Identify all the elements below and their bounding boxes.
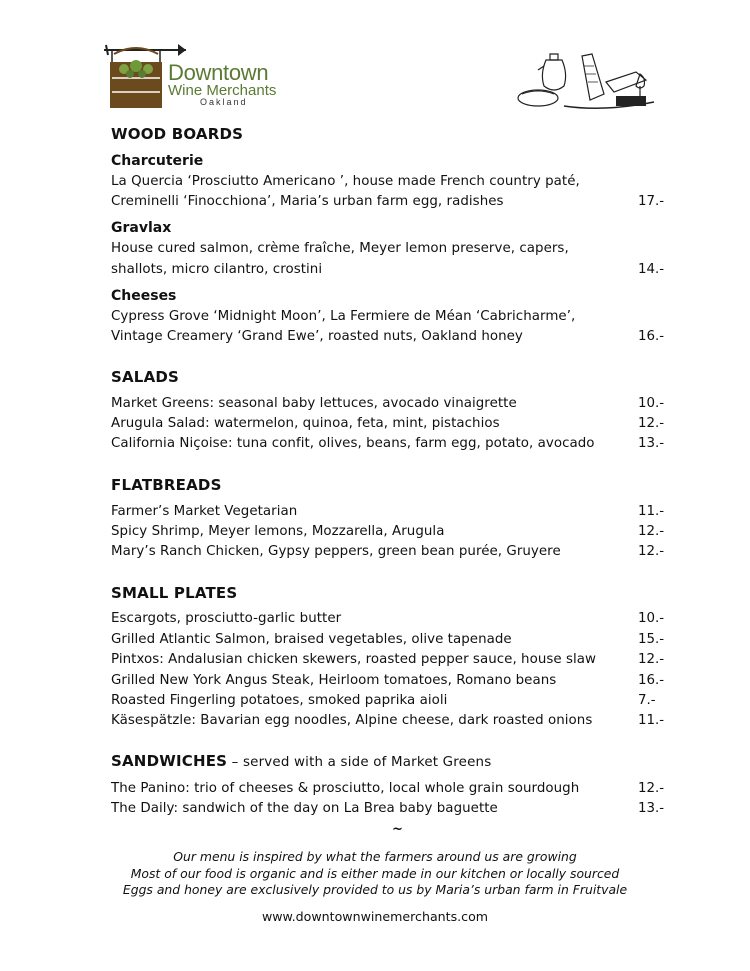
logo-name-line1: Downtown [168, 60, 269, 85]
website-link[interactable]: www.downtownwinemerchants.com [261, 909, 489, 924]
sandwiches-title-text: SANDWICHES [111, 752, 228, 770]
item-desc-line: Vintage Creamery ‘Grand Ewe’, roasted nuts, Oakland honey [111, 329, 523, 344]
item-name-gravlax: Gravlax [111, 220, 172, 236]
item-price: 13.- [638, 801, 665, 816]
item-price: 16.- [638, 329, 665, 344]
item-name-charcuterie: Charcuterie [111, 153, 204, 169]
footer-line: Eggs and honey are exclusively provided to us by Maria’s urban farm in Fruitvale [122, 882, 628, 897]
item-price: 7.- [638, 693, 656, 708]
item-price: 16.- [638, 673, 665, 688]
item-price: 12.- [638, 781, 665, 796]
item-price: 17.- [638, 194, 665, 209]
item-price: 10.- [638, 611, 665, 626]
item-price: 12.- [638, 524, 665, 539]
section-title-small-plates: SMALL PLATES [111, 584, 238, 602]
section-title-sandwiches [111, 752, 491, 770]
section-title-wood-boards: WOOD BOARDS [111, 125, 244, 143]
section-title-salads: SALADS [111, 368, 180, 386]
item-desc-line: Cypress Grove ‘Midnight Moon’, La Fermiere de Méan ‘Cabricharme’, [111, 309, 576, 324]
logo-city: Oakland [200, 97, 248, 107]
menu-item-text: Mary’s Ranch Chicken, Gypsy peppers, green bean purée, Gruyere [111, 544, 561, 559]
item-price: 14.- [638, 262, 665, 277]
footer-line: Most of our food is organic and is either made in our kitchen or locally sourced [130, 866, 620, 881]
section-title-flatbreads: FLATBREADS [111, 476, 222, 494]
menu-item-text: California Niçoise: tuna confit, olives, beans, farm egg, potato, avocado [111, 436, 595, 451]
menu-item-text: The Daily: sandwich of the day on La Brea baby baguette [111, 801, 498, 816]
menu-item-text: Grilled Atlantic Salmon, braised vegetables, olive tapenade [111, 632, 512, 647]
footer-line: Our menu is inspired by what the farmers around us are growing [173, 849, 577, 864]
menu-item-text: Farmer’s Market Vegetarian [111, 504, 298, 519]
menu-item-text: The Panino: trio of cheeses & prosciutto, local whole grain sourdough [111, 781, 580, 796]
sandwiches-note: – served with a side of Market Greens [227, 755, 492, 770]
item-price: 15.- [638, 632, 665, 647]
item-desc-line: House cured salmon, crème fraîche, Meyer lemon preserve, capers, [111, 241, 569, 256]
item-price: 10.- [638, 396, 665, 411]
menu-item-text: Roasted Fingerling potatoes, smoked paprika aioli [111, 693, 448, 708]
item-price: 11.- [638, 504, 665, 519]
menu-item-text: Spicy Shrimp, Meyer lemons, Mozzarella, Arugula [111, 524, 445, 539]
item-price: 12.- [638, 652, 665, 667]
separator-tilde: ~ [392, 822, 403, 837]
item-price: 13.- [638, 436, 665, 451]
item-price: 12.- [638, 544, 665, 559]
menu-item-text: Käsespätzle: Bavarian egg noodles, Alpine cheese, dark roasted onions [111, 713, 593, 728]
menu-item-text: Pintxos: Andalusian chicken skewers, roasted pepper sauce, house slaw [111, 652, 597, 667]
menu-item-text: Escargots, prosciutto-garlic butter [111, 611, 342, 626]
item-name-cheeses: Cheeses [111, 288, 177, 304]
item-desc-line: La Quercia ‘Prosciutto Americano ’, house made French country paté, [111, 174, 580, 189]
menu-item-text: Market Greens: seasonal baby lettuces, avocado vinaigrette [111, 396, 517, 411]
item-desc-line: Creminelli ‘Finocchiona’, Maria’s urban farm egg, radishes [111, 194, 504, 209]
item-desc-line: shallots, micro cilantro, crostini [111, 262, 323, 277]
menu-item-text: Arugula Salad: watermelon, quinoa, feta, mint, pistachios [111, 416, 500, 431]
food-illustration-icon [516, 46, 666, 114]
menu-item-text: Grilled New York Angus Steak, Heirloom tomatoes, Romano beans [111, 673, 557, 688]
item-price: 12.- [638, 416, 665, 431]
item-price: 11.- [638, 713, 665, 728]
logo-name-line2: Wine Merchants [168, 82, 277, 99]
